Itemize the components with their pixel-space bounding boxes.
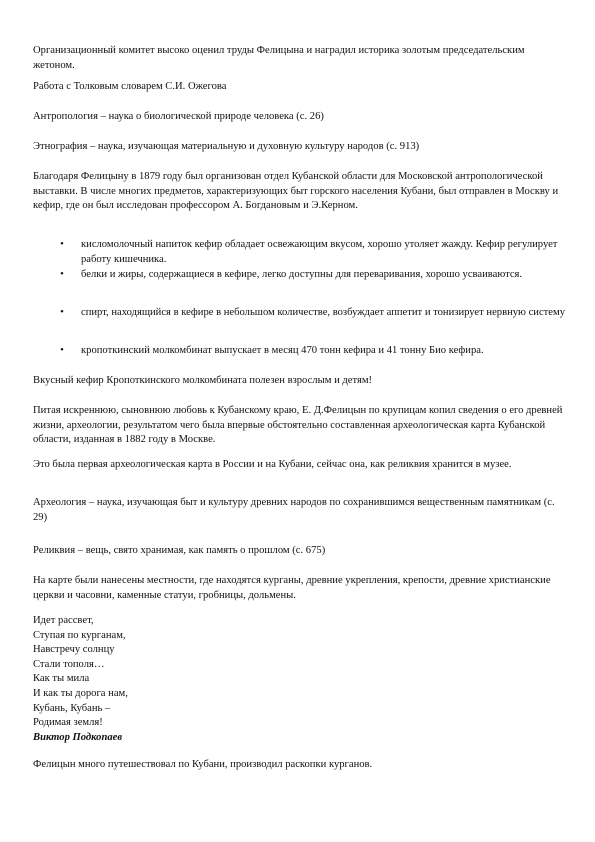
poem-line: Ступая по курганам, xyxy=(33,629,126,641)
paragraph-kefir-slogan: Вкусный кефир Кропоткинского молкомбината полезен взрослым и детям! xyxy=(33,375,373,386)
poem-line: Навстречу солнцу xyxy=(33,644,115,656)
paragraph-archaeological-map: Питая искреннюю, сыновнюю любовь к Кубанскому краю, Е. Д.Фелицын по крупицам копил сведения о его древней жизни, археологии, результатом чего была впервые обстоятельно составленная археологическая карта Кубанской области, изданная в 1882 году в Москве. xyxy=(33,405,563,446)
list-item-text: спирт, находящийся в кефире в небольшом количестве, возбуждает аппетит и тонизирует нервную систему xyxy=(81,307,566,318)
poem-line: Как ты мила xyxy=(33,673,90,685)
paragraph-exhibition: Благодаря Фелицыну в 1879 году был организован отдел Кубанской области для Московской антропологической выставки. В числе многих предметов, характеризующих быт горского населения Кубани, был отправлен в Москву и кефир, где он был исследован профессором А. Богдановым и Э.Керном. xyxy=(33,171,559,212)
list-item-text: белки и жиры, содержащиеся в кефире, легко доступны для переваривания, хорошо усваиваются. xyxy=(81,269,523,280)
bullet-icon: • xyxy=(60,307,64,318)
bullet-icon: • xyxy=(60,345,64,356)
list-item-text: кисломолочный напиток кефир обладает освежающим вкусом, хорошо утоляет жажду. Кефир регулирует работу кишечника. xyxy=(81,239,558,265)
poem-line: Родимая земля! xyxy=(33,717,103,729)
paragraph-dictionary-work: Работа с Толковым словарем С.И. Ожегова xyxy=(33,81,227,92)
paragraph-map-contents: На карте были нанесены местности, где находятся курганы, древние укрепления, крепости, древние христианские церкви и часовни, каменные статуи, гробницы, дольмены. xyxy=(33,575,551,601)
paragraph-excavations: Фелицын много путешествовал по Кубани, производил раскопки курганов. xyxy=(33,759,373,770)
paragraph-award: Организационный комитет высоко оценил труды Фелицына и наградил историка золотым председательским жетоном. xyxy=(33,45,525,71)
poem-author: Виктор Подкопаев xyxy=(33,731,123,743)
poem-line: И как ты дорога нам, xyxy=(33,687,128,699)
paragraph-anthropology-definition: Антропология – наука о биологической природе человека (с. 26) xyxy=(33,111,324,122)
poem xyxy=(33,614,568,745)
bullet-icon: • xyxy=(60,269,64,280)
list-item-text: кропоткинский молкомбинат выпускает в месяц 470 тонн кефира и 41 тонну Био кефира. xyxy=(81,345,484,356)
paragraph-archaeology-definition: Археология – наука, изучающая быт и культуру древних народов по сохранившимся вещественным памятникам (с. 29) xyxy=(33,497,555,523)
paragraph-relic-definition: Реликвия – вещь, свято хранимая, как память о прошлом (с. 675) xyxy=(33,545,326,556)
poem-line: Идет рассвет, xyxy=(33,615,94,626)
poem-line: Кубань, Кубань – xyxy=(33,702,111,714)
poem-line: Стали тополя… xyxy=(33,658,105,670)
paragraph-first-map: Это была первая археологическая карта в России и на Кубани, сейчас она, как реликвия хранится в музее. xyxy=(33,459,512,470)
bullet-icon: • xyxy=(60,239,64,250)
paragraph-ethnography-definition: Этнография – наука, изучающая материальную и духовную культуру народов (с. 913) xyxy=(33,141,420,152)
